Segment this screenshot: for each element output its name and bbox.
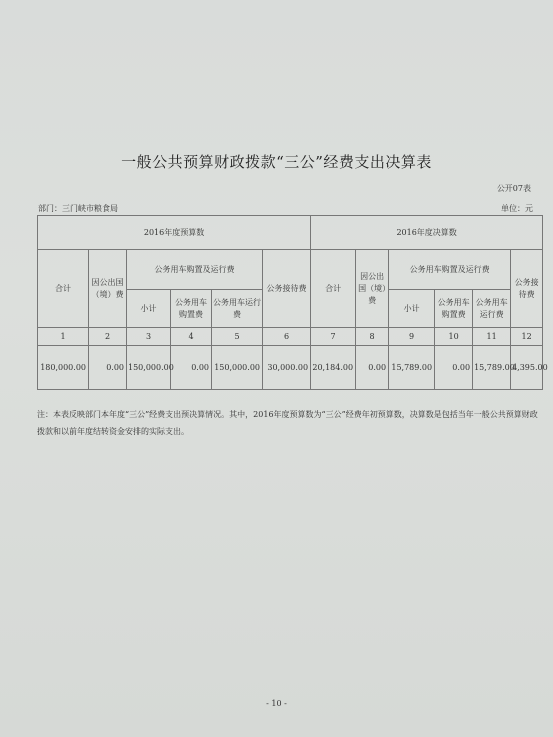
table-cell-value: 15,789.00 bbox=[389, 346, 435, 390]
budget-vehicle-operation-header: 公务用车运行费 bbox=[212, 290, 263, 328]
column-number: 4 bbox=[171, 328, 212, 346]
table-group-header-row bbox=[38, 216, 543, 250]
column-number: 2 bbox=[89, 328, 127, 346]
table-cell-value: 0.00 bbox=[356, 346, 389, 390]
table-cell-value: 150,000.00 bbox=[127, 346, 171, 390]
unit-label: 单位：元 bbox=[501, 204, 533, 213]
table-cell-value: 4,395.00 bbox=[511, 346, 543, 390]
table-cell-value: 30,000.00 bbox=[263, 346, 311, 390]
column-number-row bbox=[38, 328, 543, 346]
final-vehicle-operation-header: 公务用车运行费 bbox=[473, 290, 511, 328]
table-cell-value: 0.00 bbox=[171, 346, 212, 390]
page-number: - 10 - bbox=[266, 699, 287, 708]
final-abroad-header: 因公出国（境）费 bbox=[356, 250, 389, 328]
column-number: 1 bbox=[38, 328, 89, 346]
page-title: 一般公共预算财政拨款“三公”经费支出决算表 bbox=[121, 153, 432, 171]
budget-subtotal-header: 小计 bbox=[127, 290, 171, 328]
column-number: 8 bbox=[356, 328, 389, 346]
final-vehicle-purchase-header: 公务用车购置费 bbox=[435, 290, 473, 328]
table-cell-value: 0.00 bbox=[435, 346, 473, 390]
department-label: 部门：三门峡市粮食局 bbox=[38, 204, 118, 213]
budget-reception-header: 公务接待费 bbox=[263, 250, 311, 328]
table-cell-value: 180,000.00 bbox=[38, 346, 89, 390]
table-cell-value: 0.00 bbox=[89, 346, 127, 390]
final-total-header: 合计 bbox=[311, 250, 356, 328]
budget-group-header: 2016年度预算数 bbox=[38, 216, 311, 250]
budget-vehicle-group-header: 公务用车购置及运行费 bbox=[127, 250, 263, 290]
column-number: 9 bbox=[389, 328, 435, 346]
budget-vehicle-purchase-header: 公务用车购置费 bbox=[171, 290, 212, 328]
column-number: 10 bbox=[435, 328, 473, 346]
column-number: 11 bbox=[473, 328, 511, 346]
table-header-row bbox=[38, 250, 543, 290]
column-number: 5 bbox=[212, 328, 263, 346]
budget-abroad-header: 因公出国（境）费 bbox=[89, 250, 127, 328]
table-cell-value: 150,000.00 bbox=[212, 346, 263, 390]
column-number: 3 bbox=[127, 328, 171, 346]
final-group-header: 2016年度决算数 bbox=[311, 216, 543, 250]
footnote: 注：本表反映部门本年度“三公”经费支出预决算情况。其中，2016年度预算数为“三公”经费年初预算数，决算数是包括当年一般公共预算财政拨款和以前年度结转资金安排的实际支出。 bbox=[37, 410, 538, 436]
final-subtotal-header: 小计 bbox=[389, 290, 435, 328]
column-number: 6 bbox=[263, 328, 311, 346]
final-vehicle-group-header: 公务用车购置及运行费 bbox=[389, 250, 511, 290]
form-code: 公开07表 bbox=[496, 184, 531, 193]
final-reception-header: 公务接待费 bbox=[511, 250, 543, 328]
budget-table bbox=[37, 215, 548, 390]
table-row bbox=[38, 346, 543, 390]
table-cell-value: 15,789.00 bbox=[473, 346, 511, 390]
table-cell-value: 20,184.00 bbox=[311, 346, 356, 390]
column-number: 7 bbox=[311, 328, 356, 346]
budget-total-header: 合计 bbox=[38, 250, 89, 328]
column-number: 12 bbox=[511, 328, 543, 346]
